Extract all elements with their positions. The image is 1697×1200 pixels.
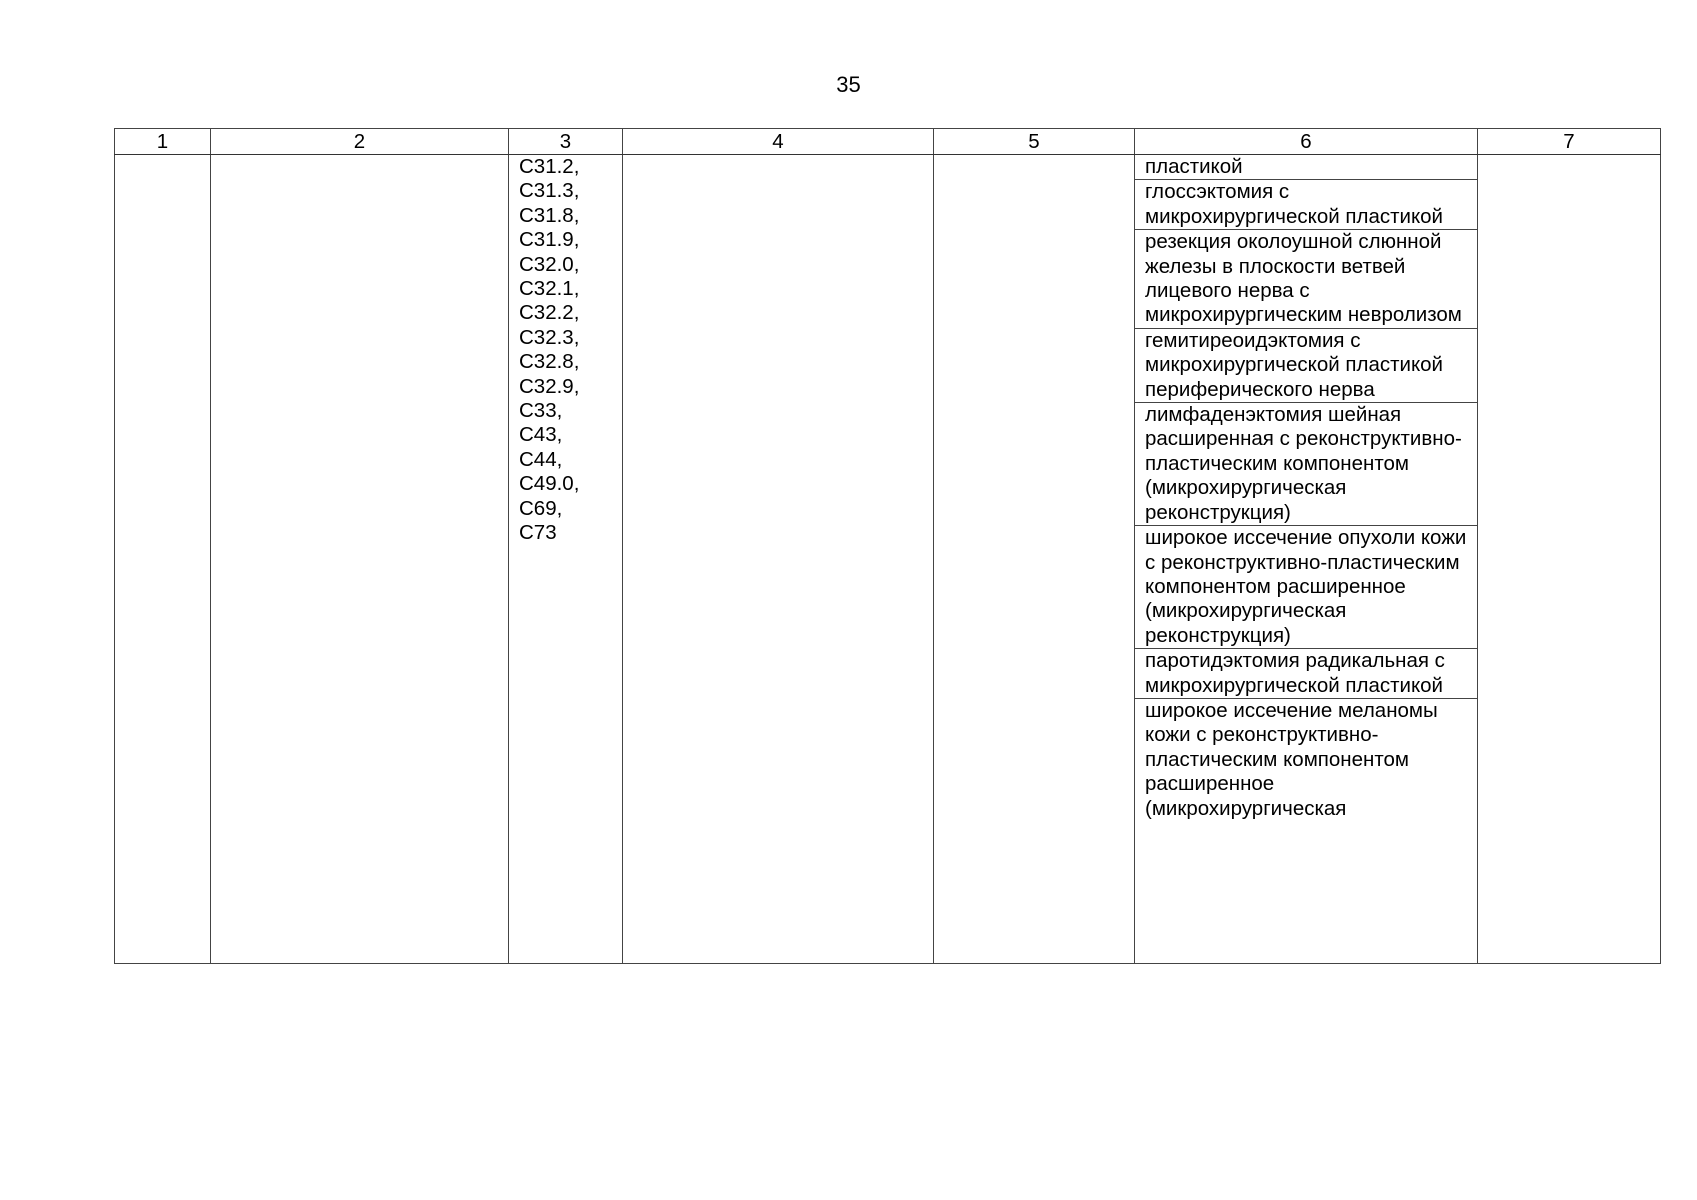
- header-col-5: 5: [934, 129, 1135, 155]
- code-item: C31.9,: [519, 228, 580, 252]
- code-item: C32.0,: [519, 252, 580, 276]
- code-item: C43,: [519, 423, 563, 447]
- procedure-item: глоссэктомия с микрохирургической пластикой: [1135, 180, 1477, 230]
- code-item: C31.3,: [519, 179, 580, 203]
- cell-col-3-codes: [509, 155, 623, 964]
- code-item: C49.0,: [519, 472, 580, 496]
- procedures-list: [1135, 155, 1477, 821]
- cell-col-4: [623, 155, 934, 964]
- code-item: C32.8,: [519, 350, 580, 374]
- table-row: [115, 155, 1661, 964]
- header-col-3: 3: [509, 129, 623, 155]
- code-item: C32.1,: [519, 277, 580, 301]
- procedure-item: резекция околоушной слюнной железы в плоскости ветвей лицевого нерва с микрохирургическим невролизом: [1135, 230, 1477, 329]
- header-col-4: 4: [623, 129, 934, 155]
- code-item: C32.9,: [519, 374, 580, 398]
- code-item: C32.3,: [519, 325, 580, 349]
- procedure-item: широкое иссечение меланомы кожи с реконструктивно-пластическим компонентом расширенное (микрохирургическая: [1145, 698, 1438, 820]
- cell-col-7: [1478, 155, 1661, 964]
- procedure-item: лимфаденэктомия шейная расширенная с реконструктивно-пластическим компонентом (микрохирургическая реконструкция): [1135, 403, 1477, 526]
- cell-col-1: [115, 155, 211, 964]
- page-number: 35: [836, 72, 861, 97]
- code-item: C69,: [519, 496, 563, 520]
- code-item: C73: [519, 521, 557, 545]
- header-col-6: 6: [1135, 129, 1478, 155]
- procedures-table: [114, 128, 1661, 964]
- cell-col-6-procedures: [1135, 155, 1478, 964]
- cell-col-5: [934, 155, 1135, 964]
- procedure-item: паротидэктомия радикальная с микрохирургической пластикой: [1135, 649, 1477, 699]
- procedure-item: гемитиреоидэктомия с микрохирургической пластикой периферического нерва: [1135, 329, 1477, 403]
- code-item: C32.2,: [519, 301, 580, 325]
- code-item: C31.8,: [519, 203, 580, 227]
- diagnosis-codes-list: [519, 155, 612, 546]
- procedure-item: широкое иссечение опухоли кожи с реконструктивно-пластическим компонентом расширенное (микрохирургическая реконструкция): [1135, 526, 1477, 649]
- cell-col-2: [211, 155, 509, 964]
- table-header-row: [115, 129, 1661, 155]
- procedure-item: пластикой: [1135, 155, 1477, 180]
- header-col-7: 7: [1478, 129, 1661, 155]
- code-item: C31.2,: [519, 155, 580, 178]
- header-col-2: 2: [211, 129, 509, 155]
- header-col-1: 1: [115, 129, 211, 155]
- code-item: C33,: [519, 399, 563, 423]
- code-item: C44,: [519, 447, 563, 471]
